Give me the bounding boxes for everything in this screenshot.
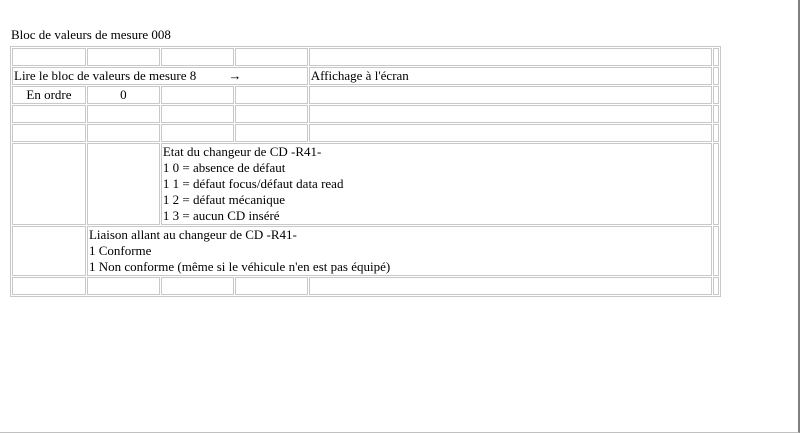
- measurement-table: [10, 46, 721, 297]
- read-block-label: Lire le bloc de valeurs de mesure 8: [14, 68, 197, 83]
- cd-state-heading: Etat du changeur de CD -R41-: [162, 144, 322, 159]
- order-label: En ordre: [12, 86, 86, 104]
- read-block-cell: [12, 67, 308, 85]
- list-item: 1 3 = aucun CD inséré: [162, 208, 280, 223]
- cd-link-cell: [87, 226, 712, 276]
- display-cell: Affichage à l'écran: [309, 67, 712, 85]
- order-value: 0: [87, 86, 160, 104]
- cd-state-cell: [161, 143, 712, 225]
- table-row-cd-link: [12, 226, 719, 276]
- table-row-blank-2: [12, 124, 719, 142]
- list-item: 1 0 = absence de défaut: [162, 160, 286, 175]
- table-row-cd-state: [12, 143, 719, 225]
- document-title: Bloc de valeurs de mesure 008: [11, 27, 171, 42]
- list-item: 1 2 = défaut mécanique: [162, 192, 285, 207]
- list-item: 1 Conforme: [88, 243, 152, 258]
- table-row-blank-top: [12, 48, 719, 66]
- arrow-icon: →: [228, 68, 242, 83]
- cd-link-heading: Liaison allant au changeur de CD -R41-: [88, 227, 297, 242]
- table-row-order: [12, 86, 719, 104]
- table-row-header: [12, 67, 719, 85]
- list-item: 1 Non conforme (même si le véhicule n'en est pas équipé): [88, 259, 391, 274]
- table-row-blank-bottom: [12, 277, 719, 295]
- table-row-blank-1: [12, 105, 719, 123]
- list-item: 1 1 = défaut focus/défaut data read: [162, 176, 344, 191]
